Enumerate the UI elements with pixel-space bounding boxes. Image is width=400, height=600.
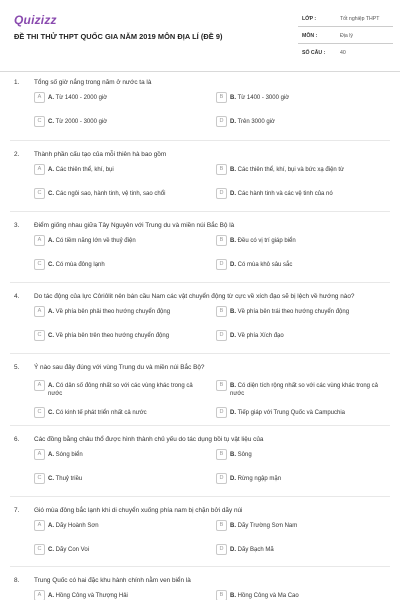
- option-label: D.: [230, 410, 236, 416]
- option-label: D.: [230, 119, 236, 125]
- question-text: Do tác động của lực Côriôlit nên bán cầu Nam các vật chuyển động từ cực về xích đạo sẽ bị lệch về hướng nào?: [34, 293, 355, 300]
- option-text: Về phía bên phải theo hướng chuyển động: [55, 309, 171, 315]
- question-number: 7.: [14, 507, 20, 514]
- option-label: A.: [48, 167, 54, 173]
- option-label: C.: [48, 119, 54, 125]
- option-text: Về phía Xích đạo: [237, 333, 284, 339]
- option-letter-box[interactable]: A: [34, 449, 45, 460]
- option-label: B.: [230, 95, 236, 101]
- question-divider: [10, 211, 390, 212]
- option-text-wrap: [230, 451, 390, 459]
- answer-option-a[interactable]: [34, 448, 212, 464]
- option-text-wrap: [48, 166, 208, 174]
- option-text-wrap: [48, 475, 208, 483]
- option-text: Dãy Con Voi: [55, 547, 90, 553]
- meta-value: Địa lý: [340, 33, 353, 39]
- option-letter-box[interactable]: C: [34, 259, 45, 270]
- quizizz-logo: Quizizz: [14, 13, 57, 27]
- option-text: Các hành tinh và các vệ tinh của nó: [237, 191, 333, 197]
- answer-option-d[interactable]: [216, 472, 394, 488]
- option-text-wrap: [230, 190, 390, 198]
- option-text-wrap: [230, 332, 390, 340]
- option-label: B.: [230, 238, 236, 244]
- option-label: D.: [230, 191, 236, 197]
- question-text: Ý nào sau đây đúng với vùng Trung du và miền núi Bắc Bộ?: [34, 364, 205, 371]
- option-label: B.: [230, 593, 236, 599]
- option-letter-box[interactable]: B: [216, 380, 227, 391]
- answer-option-a[interactable]: [34, 379, 212, 395]
- option-text-wrap: [230, 166, 390, 174]
- answer-option-b[interactable]: [216, 589, 394, 600]
- question-header: [0, 574, 400, 588]
- option-label: B.: [230, 309, 236, 315]
- option-letter-box[interactable]: C: [34, 116, 45, 127]
- question-divider: [10, 353, 390, 354]
- option-label: C.: [48, 476, 54, 482]
- answer-option-b[interactable]: [216, 91, 394, 107]
- option-label: D.: [230, 547, 236, 553]
- question-divider: [10, 496, 390, 497]
- option-text-wrap: [48, 308, 208, 316]
- meta-row-count: [298, 44, 393, 61]
- answer-option-a[interactable]: [34, 305, 212, 321]
- question-divider: [10, 282, 390, 283]
- option-label: C.: [48, 262, 54, 268]
- option-text: Có mùa khô sâu sắc: [237, 262, 293, 268]
- option-label: C.: [48, 191, 54, 197]
- answer-option-a[interactable]: [34, 519, 212, 535]
- answer-option-b[interactable]: [216, 305, 394, 321]
- answer-option-a[interactable]: [34, 234, 212, 250]
- option-label: A.: [48, 452, 54, 458]
- option-label: A.: [48, 309, 54, 315]
- option-letter-box[interactable]: D: [216, 259, 227, 270]
- option-text-wrap: [230, 118, 390, 126]
- option-letter-box[interactable]: C: [34, 407, 45, 418]
- answer-option-b[interactable]: [216, 519, 394, 535]
- question-text: Trung Quốc có hai đặc khu hành chính nằm ven biển là: [34, 577, 191, 584]
- question-header: [0, 504, 400, 518]
- answer-option-b[interactable]: [216, 163, 394, 179]
- question-number: 6.: [14, 436, 20, 443]
- option-letter-box[interactable]: A: [34, 235, 45, 246]
- option-letter-box[interactable]: C: [34, 330, 45, 341]
- question: [0, 504, 400, 553]
- question: [0, 219, 400, 268]
- option-text-wrap: [230, 592, 390, 600]
- answer-option-d[interactable]: [216, 115, 394, 131]
- question-text: Gió mùa đông bắc lạnh khi di chuyển xuống phía nam bị chặn bởi dãy núi: [34, 507, 243, 514]
- question-number: 8.: [14, 577, 20, 584]
- option-text-wrap: [230, 475, 390, 483]
- option-text: Về phía bên trái theo hướng chuyển động: [237, 309, 350, 315]
- option-text-wrap: [230, 409, 390, 417]
- answer-option-d[interactable]: [216, 329, 394, 345]
- question: [0, 433, 400, 482]
- option-text-wrap: [230, 237, 390, 245]
- question-number: 1.: [14, 79, 20, 86]
- question: [0, 148, 400, 197]
- option-letter-box[interactable]: A: [34, 380, 45, 391]
- option-letter-box[interactable]: D: [216, 544, 227, 555]
- option-text: Dãy Trường Sơn Nam: [237, 523, 298, 529]
- meta-value: Tốt nghiệp THPT: [340, 16, 380, 22]
- option-text: Có mùa đông lạnh: [55, 262, 105, 268]
- option-letter-box[interactable]: B: [216, 164, 227, 175]
- question-number: 5.: [14, 364, 20, 371]
- option-text: Hồng Công và Ma Cao: [237, 593, 299, 599]
- option-letter-box[interactable]: D: [216, 188, 227, 199]
- option-text-wrap: [230, 546, 390, 554]
- meta-table: [298, 10, 393, 61]
- question-number: 3.: [14, 222, 20, 229]
- option-text-wrap: [48, 237, 208, 245]
- option-text-wrap: [48, 190, 208, 198]
- question: [0, 574, 400, 599]
- meta-label: LỚP :: [302, 16, 317, 22]
- option-text: Hồng Công và Thượng Hải: [55, 593, 128, 599]
- question-text: Điểm giống nhau giữa Tây Nguyên với Trung du và miền núi Bắc Bộ là: [34, 222, 235, 229]
- answer-option-c[interactable]: [34, 472, 212, 488]
- option-letter-box[interactable]: A: [34, 164, 45, 175]
- answer-option-c[interactable]: [34, 187, 212, 203]
- option-text: Đều có vị trí giáp biển: [237, 238, 296, 244]
- option-label: A.: [48, 238, 54, 244]
- answer-option-a[interactable]: [34, 91, 212, 107]
- option-label: A.: [48, 523, 54, 529]
- option-letter-box[interactable]: B: [216, 590, 227, 600]
- option-text: Các thiên thể, khí, bụi và bức xạ điện từ: [237, 167, 345, 173]
- question: [0, 290, 400, 339]
- option-label: D.: [230, 262, 236, 268]
- option-text-wrap: [48, 409, 208, 417]
- option-letter-box[interactable]: B: [216, 449, 227, 460]
- answer-option-a[interactable]: [34, 589, 212, 600]
- option-letter-box[interactable]: B: [216, 235, 227, 246]
- answer-option-c[interactable]: [34, 406, 212, 422]
- question-header: [0, 148, 400, 162]
- option-text-wrap: [48, 261, 208, 269]
- question-number: 2.: [14, 151, 20, 158]
- answer-option-b[interactable]: [216, 234, 394, 250]
- answer-option-c[interactable]: [34, 258, 212, 274]
- page-title: ĐỀ THI THỬ THPT QUỐC GIA NĂM 2019 MÔN ĐỊA LÍ (ĐỀ 9): [14, 32, 223, 41]
- option-letter-box[interactable]: C: [34, 544, 45, 555]
- question-header: [0, 433, 400, 447]
- option-text-wrap: [48, 451, 208, 459]
- option-letter-box[interactable]: B: [216, 520, 227, 531]
- option-text: Có kinh tế phát triển nhất cả nước: [55, 410, 147, 416]
- option-text-wrap: [230, 94, 390, 102]
- question-text: Thành phần cấu tạo của mỗi thiên hà bao gồm: [34, 151, 167, 158]
- option-text-wrap: [48, 546, 208, 554]
- option-letter-box[interactable]: A: [34, 590, 45, 600]
- question-header: [0, 219, 400, 233]
- option-label: B.: [230, 383, 236, 389]
- answer-option-d[interactable]: [216, 258, 394, 274]
- option-label: C.: [48, 333, 54, 339]
- option-label: C.: [48, 547, 54, 553]
- question-header: [0, 361, 400, 375]
- option-text: Có dân số đông nhất so với các vùng khác trong cả nước: [48, 383, 193, 397]
- meta-row-subject: [298, 27, 393, 44]
- answer-option-c[interactable]: [34, 115, 212, 131]
- option-text: Rừng ngập mặn: [237, 476, 282, 482]
- option-text-wrap: [48, 592, 208, 600]
- option-letter-box[interactable]: D: [216, 407, 227, 418]
- option-text: Các thiên thể, khí, bụi: [55, 167, 114, 173]
- question-header: [0, 76, 400, 90]
- option-text-wrap: [48, 118, 208, 126]
- option-text: Thuỷ triều: [55, 476, 83, 482]
- option-label: D.: [230, 333, 236, 339]
- option-text: Tiếp giáp với Trung Quốc và Campuchia: [237, 410, 345, 416]
- option-text: Dãy Bạch Mã: [237, 547, 274, 553]
- header: [0, 0, 400, 72]
- option-text: Từ 2000 - 3000 giờ: [55, 119, 108, 125]
- question-divider: [10, 425, 390, 426]
- option-text: Từ 1400 - 3000 giờ: [237, 95, 290, 101]
- option-text: Sông: [237, 452, 252, 458]
- meta-label: SỐ CÂU :: [302, 50, 326, 56]
- option-letter-box[interactable]: C: [34, 188, 45, 199]
- option-text: Từ 1400 - 2000 giờ: [55, 95, 108, 101]
- option-text-wrap: [48, 94, 208, 102]
- option-label: B.: [230, 167, 236, 173]
- option-label: D.: [230, 476, 236, 482]
- answer-option-b[interactable]: [216, 379, 394, 395]
- question-text: Các đồng bằng châu thổ được hình thành chủ yếu do tác dụng bồi tụ vật liệu của: [34, 436, 264, 443]
- meta-row-class: [298, 10, 393, 27]
- question-text: Tổng số giờ nắng trong năm ở nước ta là: [34, 79, 152, 86]
- option-letter-box[interactable]: D: [216, 473, 227, 484]
- answer-option-a[interactable]: [34, 163, 212, 179]
- option-text-wrap: [230, 308, 390, 316]
- option-text: Dãy Hoành Sơn: [55, 523, 99, 529]
- option-label: C.: [48, 410, 54, 416]
- option-letter-box[interactable]: D: [216, 116, 227, 127]
- question-divider: [10, 566, 390, 567]
- meta-label: MÔN :: [302, 33, 318, 39]
- option-text: Sóng biển: [55, 452, 83, 458]
- answer-option-d[interactable]: [216, 543, 394, 559]
- option-letter-box[interactable]: C: [34, 473, 45, 484]
- answer-option-b[interactable]: [216, 448, 394, 464]
- option-letter-box[interactable]: A: [34, 306, 45, 317]
- option-text: Trên 3000 giờ: [237, 119, 275, 125]
- option-text-wrap: [48, 522, 208, 530]
- option-letter-box[interactable]: B: [216, 92, 227, 103]
- option-text: Có tiềm năng lớn về thuỷ điện: [55, 238, 136, 244]
- answer-option-c[interactable]: [34, 329, 212, 345]
- option-letter-box[interactable]: D: [216, 330, 227, 341]
- option-text-wrap: [230, 522, 390, 530]
- option-label: B.: [230, 523, 236, 529]
- option-text: Về phía bên trên theo hướng chuyển động: [55, 333, 170, 339]
- answer-option-d[interactable]: [216, 406, 394, 422]
- question-divider: [10, 140, 390, 141]
- option-text: Các ngôi sao, hành tinh, vệ tinh, sao chổi: [55, 191, 166, 197]
- meta-value: 40: [340, 50, 346, 56]
- option-text-wrap: [230, 261, 390, 269]
- question-header: [0, 290, 400, 304]
- option-letter-box[interactable]: B: [216, 306, 227, 317]
- option-text-wrap: [48, 332, 208, 340]
- option-text-wrap: [48, 382, 208, 398]
- option-label: A.: [48, 95, 54, 101]
- answer-option-d[interactable]: [216, 187, 394, 203]
- option-letter-box[interactable]: A: [34, 92, 45, 103]
- option-letter-box[interactable]: A: [34, 520, 45, 531]
- answer-option-c[interactable]: [34, 543, 212, 559]
- option-label: A.: [48, 383, 54, 389]
- option-text-wrap: [230, 382, 390, 398]
- question-number: 4.: [14, 293, 20, 300]
- option-label: A.: [48, 593, 54, 599]
- option-label: B.: [230, 452, 236, 458]
- question: [0, 76, 400, 125]
- option-text: Có diện tích rộng nhất so với các vùng khác trong cả nước: [230, 383, 379, 397]
- question: [0, 361, 400, 416]
